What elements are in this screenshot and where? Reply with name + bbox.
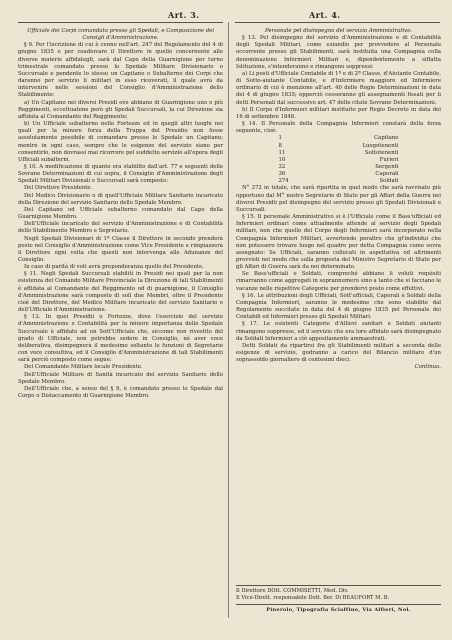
- council-member-line: Dell'Ufficiale che, a senso del § 9, è comandato presso lo Spedale dal Corpo o Distaccamento di Guarnigione Membro.: [18, 385, 223, 399]
- strength-count: 10: [278, 156, 286, 163]
- strength-count: 32: [278, 163, 286, 170]
- strength-count: 11: [278, 149, 286, 156]
- left-column: [18, 28, 223, 400]
- printer-imprint: Pinerolo, Tipografia Sciaffino, Via Alfieri, Nol.: [266, 607, 411, 613]
- paragraph: § 9. Per l'iscrizione di cui è cenno nell'art. 247 del Regolamento del 4 di giugno 1835 e per coadiuvare il Direttore in quello concernente alle diverse materie affidategli, sarà dal Capo della Guarnigione per turno trimestrale comandato presso lo Spedale Militare Divisionario o Succursale e pendente lo stesso un Capitano o Subalterno dei Corpi che daranno per servizio li militari in esso ricoverati, il quale avrà da intervenire nelle sessioni del Consiglio d'Amministrazione dello Stabilimento:: [18, 42, 223, 99]
- council-member-line: Del Medico Divisionario o di quell'Ufficiale Militare Sanitario incaricato della Direzione del servizio Sanitario dello Spedale Membro.: [18, 192, 223, 206]
- strength-rank: Capitano: [374, 135, 399, 142]
- strength-row: [279, 135, 399, 142]
- strength-row: [279, 150, 399, 157]
- strength-count: 1: [278, 135, 282, 142]
- council-member-line: Dell'Ufficiale incaricato del servizio d'Amministrazione e di Contabilità dello Stabilimento Membro e Segretario.: [18, 221, 223, 235]
- paragraph: Detti Soldati da ripartirsi fra gli Stabilimenti militari a seconda delle esigenze di servizio, godranno a carico del Bilancio militare d'un soprassoldo giornaliero di centesimi dieci.: [236, 342, 441, 364]
- paragraph: Se Bass'ufficiali o Soldati, compreché abbiano li voluti requisiti rimarranno come aggregati in soprannumero sino a tanto che si facciano le vacanze nelle rispettive Categorie per prendervi posto come effettivi.: [236, 271, 441, 292]
- director-credit: Il Direttore DOtt. COMMISETTI, Med. Div.: [236, 588, 349, 594]
- footer-rule-top: [236, 585, 441, 586]
- right-section-title: Personale pel disimpegno del servizio Amministrativo.: [264, 28, 413, 34]
- paragraph: § 12. In quei Presidii o Fortezze, dove l'esercizio del servizio d'Amministrazione e Contabilità per la minore importanza dello Spedale Succursale è affidato ad un Sott'Ufficiale che, siccome non rivestito del grado di Ufficiale, non potrebbe sedere in Consiglio, nè aver voce deliberativa, disimpegnerà il medesimo soltanto le funzioni di Segretario con voce consultiva, ed il Consiglio d'Amministrazione di tali Stabilimenti sarà perciò composto come segue:: [18, 314, 223, 364]
- paragraph: § 11. Negli Spedali Succursali stabiliti in Presidi nei quali per la non esistenza del Comando Militare Provinciale la Direzione di tali Stabilimenti è affidata al Comandante del Reggimento od di guarnigione, il Consiglio d'Amministrazione sarà composto di soli due Membri, oltre il Presidente cioè del Direttore, del Medico Militare incaricato del servizio Sanitario e dell'Ufficiale d'Amministrazione.: [18, 271, 223, 314]
- strength-rank: Sergenti: [375, 163, 399, 170]
- council-member-line: Del Capitano od Ufficiale subalterno comandato dal Capo della Guarnigione Membro.: [18, 206, 223, 221]
- left-article-header: Art. 3.: [168, 10, 200, 20]
- paragraph: In caso di parità di voti avrà preponderanza quello del Presidente.: [24, 264, 204, 271]
- council-member-line: Dell'Ufficiale Militare di Sanità incaricato del servizio Sanitario dello Spedale Membro.: [18, 371, 223, 385]
- company-strength-list: [279, 135, 399, 185]
- strength-row: [279, 164, 399, 171]
- paragraph: b) Un Ufficiale subalterno nelle Fortezze ed in quegli altri luoghi nei quali per la minore forza della Truppa del Presidio non fosse assolutamente possibile di comandare presso lo Spedale un Capitano; mentre in ogni caso, sempre che le esigenze del servizio siano per consentirlo, non dovrassi mai ricorrere pel suddetto servizio all'opera degli Ufficiali subalterni.: [18, 121, 223, 163]
- council-member-line: Del Comandante Militare locale Presidente.: [24, 364, 143, 371]
- paragraph: a) Un Capitano nei diversi Presidi ove abbiano di Guarnigione uno o più Reggimenti, eccettuatone però gli Spedali Succursali, la cui Direzione sia affidata al Comandante del Reggimento;: [18, 99, 223, 120]
- left-header-rule: [18, 22, 223, 23]
- strength-count: 274: [278, 178, 289, 185]
- strength-row: [279, 157, 399, 164]
- strength-rank: Sottotenenti: [364, 149, 399, 156]
- strength-rank: Caporali: [375, 171, 399, 178]
- right-column: [236, 28, 441, 372]
- paragraph: Negli Spedali Divisionari di 1ª Classe il Direttore in secondo prenderà posto nel Consiglio d'Amministrazione come Vice Presidente e rimpiazzerà il Direttore ogni volta che questi non intervenga alle Adunanze del Consiglio.: [18, 235, 223, 263]
- paragraph: N° 372 in totale, che sarà ripartita in quel modo che sarà ravvisato più opportuno dal M° nostro Segretario di Stato per gli Affari della Guerra nei diversi Presidii pel disimpegno del servizio presso gli Spedali Divisionali e Succursali.: [236, 185, 441, 213]
- right-article-header: Art. 4.: [309, 10, 341, 20]
- right-header-rule: [235, 22, 440, 23]
- strength-count: 8: [278, 142, 282, 149]
- paragraph: b) Il Corpo d'Infermieri militari instituito per Regio Decreto in data del 16 di settembre 1848.: [236, 106, 441, 120]
- strength-rank: Soldati: [379, 178, 399, 185]
- column-divider: [228, 22, 229, 618]
- paragraph: § 10. A modificazione di quanto era stabilito dall'art. 77 e seguenti delle Sovrane Determinazioni di cui sopra, il Consiglio d'Amministrazione degli Spedali Militari Divisionali e Succursali sarà composto:: [18, 163, 223, 185]
- strength-rank: Luogotenenti: [362, 142, 399, 149]
- paragraph: a) Li posti d'Ufficiale Contabile di 1ª e di 2ª Classe, d'Aiutante Contabile, di Sotto-aiutante Contabile, e d'Infermiere maggiore ed Infermiere ordinario di cui è menzione all'art. 40 delle Regie Determinazioni in data dei 4 di giugno 1835; epperciò cesseranno gli assegnamenti fissati per li detti Personali dal successivo art. 47 delle citate Sovrane Determinazioni.: [236, 70, 441, 106]
- vice-director-credit: Il Vice-Dirett. responsabile Dott. Ber. Di BEAUFORT M. B.: [236, 595, 390, 601]
- paragraph: § 15. Il personale Amministrativo si è l'Ufficiale come il Bass'ufficiali ed Infermieri ordinari come attualmente attende al servizio degli Spedali militari, non che quello del Corpo degli Infermieri sarà incorporato nella Compagnia Infermieri Militari, avvertendo peraltro che gl'individui che non potessero trovare luogo nel quadro per detta Compagnia come sovra assegnato: Se Ufficiali, saranno collocati in aspettativa od altrimenti provvisti nel modo che sulla proposta del Ministro Segretario di Stato per gli Affari di Guerra sarà da noi determinato.: [236, 214, 441, 271]
- continua-note: Continua.: [414, 364, 441, 371]
- paragraph: § 13. Pel disimpegno del servizio d'Amministrazione e di Contabilità degli Spedali Militari, come eziandio per provvedere al Personale occorrente presso gli Stabilimenti, sarà instituita una Compagnia colla denominazione Infermieri Militari e, dipendentemente a siffatta Istituzione, s'intenderanno e rimangono soppressi:: [236, 35, 441, 70]
- strength-row: [279, 171, 399, 178]
- paragraph: § 17. Le esistenti Categorie d'Allievi sanitari e Soldati aiutanti rimangono soppresse, ed il servizio che era loro affidato sarà disimpegnato da Soldati Infermieri a ciò appositamente ammaestrati.: [236, 321, 441, 342]
- paragraph: § 16. Le attribuzioni degli Ufficiali, Sott'ufficiali, Caporali e Soldati della Compagnia Infermieri, saranno le medesime che sono stabilite dal Regolamento succitato in data del 4 di giugno 1835 pel Personale dei Contabili ed Infermieri presso gli Spedali Militari.: [236, 292, 441, 321]
- footer-rule-bottom: [236, 604, 441, 605]
- strength-rank: Furieri: [379, 156, 399, 163]
- paragraph: § 14. Il Personale della Compagnia Infermieri constarà della forza seguente, cioè:: [236, 121, 441, 135]
- strength-row: [279, 143, 399, 150]
- strength-count: 36: [278, 171, 286, 178]
- council-member-line: Del Direttore Presidente.: [24, 185, 93, 192]
- editorial-credits: [236, 588, 441, 602]
- left-section-title: Ufficiale dei Corpi comandato presso gli Spedali, e Composizione dei Consigli d'Amministrazione.: [26, 28, 215, 42]
